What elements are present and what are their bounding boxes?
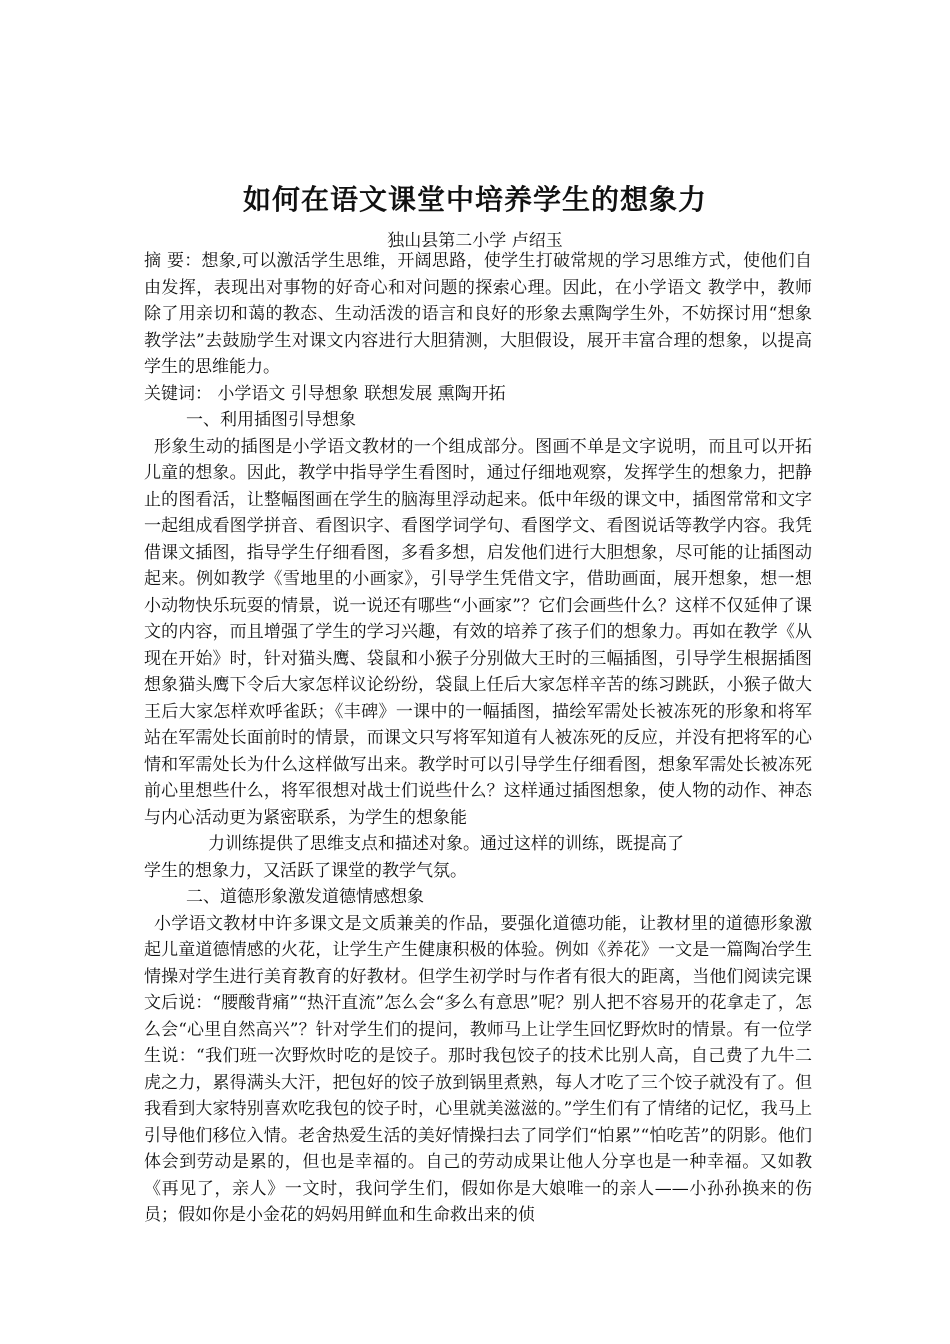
section2-heading: 二、道德形象激发道德情感想象 [186,887,424,907]
section1-paragraph: 形象生动的插图是小学语文教材的一个组成部分。图画不单是文字说明，而且可以开拓儿童的想象。因此，教学中指导学生看图时，通过仔细地观察，发挥学生的想象力，把静止的图看活，让整幅图画在学生的脑海里浮动起来。低中年级的课文中，插图常常和文字一起组成看图学拼音、看图识字、看图学词学句、看图学文、看图说话等教学内容。我凭借课文插图，指导学生仔细看图，多看多想，启发他们进行大胆想象，尽可能的让插图动起来。例如教学《雪地里的小画家》，引导学生凭借文字，借助画面，展开想象，想一想小动物快乐玩耍的情景，说一说还有哪些“小画家”？它们会画些什么？这样不仅延伸了课文的内容，而且增强了学生的学习兴趣，有效的培养了孩子们的想象力。再如在教学《从现在开始》时，针对猫头鹰、袋鼠和小猴子分别做大王时的三幅插图，引导学生根据插图想象猫头鹰下令后大家怎样议论纷纷，袋鼠上任后大家怎样辛苦的练习跳跃，小猴子做大王后大家怎样欢呼雀跃；《丰碑》一课中的一幅插图，描绘军需处长被冻死的形象和将军站在军需处长面前时的情景，而课文只写将军知道有人被冻死的反应，并没有把将军的心情和军需处长为什么这样做写出来。教学时可以引导学生仔细看图，想象军需处长被冻死前心里想些什么，将军很想对战士们说些什么？这样通过插图想象，使人物的动作、神态与内心活动更为紧密联系，为学生的想象能 [144,436,812,828]
section2-paragraph: 小学语文教材中许多课文是文质兼美的作品，要强化道德功能，让教材里的道德形象激起儿童道德情感的火花，让学生产生健康积极的体验。例如《养花》一文是一篇陶冶学生情操对学生进行美育教育的好教材。但学生初学时与作者有很大的距离，当他们阅读完课文后说：“腰酸背痛”“热汗直流”怎么会“多么有意思”呢？别人把不容易开的花拿走了，怎么会“心里自然高兴”？针对学生们的提问，教师马上让学生回忆野炊时的情景。有一位学生说：“我们班一次野炊时吃的是饺子。那时我包饺子的技术比别人高，自己费了九牛二虎之力，累得满头大汗，把包好的饺子放到锅里煮熟，每人才吃了三个饺子就没有了。但我看到大家特别喜欢吃我包的饺子时，心里就美滋滋的。”学生们有了情绪的记忆，我马上引导他们移位入情。老舍热爱生活的美好情操扫去了同学们“怕累”“怕吃苦”的阴影。他们体会到劳动是累的，但也是幸福的。自己的劳动成果让他人分享也是一种幸福。又如教《再见了，亲人》一文时，我问学生们，假如你是大娘唯一的亲人——小孙孙换来的伤员；假如你是小金花的妈妈用鲜血和生命救出来的侦 [144,913,812,1225]
abstract-paragraph: 摘 要：想象,可以激活学生思维，开阔思路，使学生打破常规的学习思维方式，使他们自由发挥，表现出对事物的好奇心和对问题的探索心理。因此，在小学语文 教学中，教师除了用亲切和蔼的教态、生动活泼的语言和良好的形象去熏陶学生外，不妨探讨用“想象教学法”去鼓励学生对课文内容进行大胆猜测，大胆假设，展开丰富合理的想象，以提高学生的思维能力。 [144,251,812,377]
author-line: 独山县第二小学 卢绍玉 [387,231,563,251]
section1-heading: 一、利用插图引导想象 [186,410,356,430]
section1-closing-line: 学生的想象力，又活跃了课堂的教学气氛。 [144,860,467,881]
document-title: 如何在语文课堂中培养学生的想象力 [242,183,707,216]
document-body [144,248,812,1229]
keywords-line: 关键词： 小学语文 引导想象 联想发展 熏陶开拓 [144,383,506,404]
section1-continuation: 力训练提供了思维支点和描述对象。通过这样的训练，既提高了 [208,834,684,854]
